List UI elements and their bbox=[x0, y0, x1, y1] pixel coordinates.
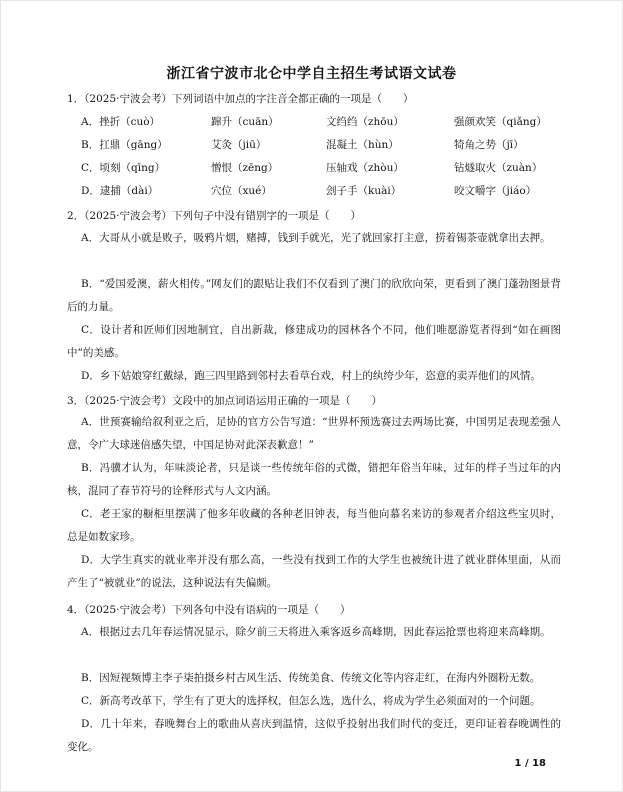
q2-option-d: D．乡下姑娘穿红戴绿，跑三四里路到邻村去看草台戏，村上的纨绔少年，恣意的卖弄他们的风情。 bbox=[81, 370, 541, 382]
q4-option-c: C．新高考改革下，学生有了更大的选择权，但怎么选，选什么，将成为学生必须面对的一个问题。 bbox=[81, 695, 541, 707]
q2-option-c: C．设计者和匠师们因地制宜，自出新裁，修建成功的园林各个不同，他们唯愿游览者得到“如在画图中”的美感。 bbox=[67, 324, 561, 359]
q2-option-a: A．大哥从小就是败子，吸鸦片烟，赌搏，钱到手就光，光了就回家打主意，捞着锡茶壶就拿出去押。 bbox=[81, 232, 551, 244]
q1-option-a-word-3: 文绉绉（zhōu） bbox=[326, 116, 404, 128]
page-number: 1 / 18 bbox=[514, 758, 546, 769]
question-1-stem: 1．（2025·宁波会考）下列词语中加点的字注音全都正确的一项是（ ） bbox=[67, 93, 414, 105]
q3-option-c: C．老王家的橱柜里摆满了他多年收藏的各种老旧钟表，每当他向慕名来访的参观者介绍这些宝贝时，总是如数家珍。 bbox=[67, 508, 561, 543]
q1-option-a-word-1: A．挫折（cuò） bbox=[81, 116, 161, 128]
q1-option-c-word-4: 钻燧取火（zuàn） bbox=[454, 162, 543, 174]
q1-option-d-word-3: 刽子手（kuài） bbox=[326, 185, 402, 197]
q4-option-b: B．因短视频博主李子柒拍摄乡村古风生活、传统美食、传统文化等内容走红，在海内外圈粉无数。 bbox=[81, 672, 541, 684]
q1-option-d-word-1: D．逮捕（dài） bbox=[81, 185, 159, 197]
q4-option-a: A．根据过去几年春运情况显示，除夕前三天将进入乘客返乡高峰期，因此春运抢票也将迎来高峰期。 bbox=[81, 626, 551, 638]
question-4-stem: 4．（2025·宁波会考）下列各句中没有语病的一项是（ ） bbox=[67, 604, 351, 616]
q1-option-c-word-3: 压轴戏（zhòu） bbox=[326, 162, 404, 174]
q1-option-d-word-2: 穴位（xué） bbox=[211, 185, 272, 197]
q1-option-b-word-4: 犄角之势（jī） bbox=[454, 139, 524, 151]
page-title: 浙江省宁波市北仑中学自主招生考试语文试卷 bbox=[166, 66, 457, 82]
q2-option-b: B．“爱国爱澳，薪火相传。”网友们的跟贴让我们不仅看到了澳门的欣欣向荣，更看到了澳门蓬勃图景背后的力量。 bbox=[67, 278, 561, 313]
question-3-stem: 3．（2025·宁波会考）文段中的加点词语运用正确的一项是（ ） bbox=[67, 395, 382, 407]
q1-option-a-word-4: 强颜欢笑（qiǎng） bbox=[454, 116, 547, 128]
q1-option-c-word-1: C．顷刻（qīng） bbox=[81, 162, 166, 174]
q1-option-a-word-2: 蹿升（cuān） bbox=[211, 116, 279, 128]
q1-option-b-word-1: B．扛鼎（gāng） bbox=[81, 139, 168, 151]
q3-option-d: D．大学生真实的就业率并没有那么高，一些没有找到工作的大学生也被统计进了就业群体里面，从而产生了“被就业”的说法，这种说法有失偏颇。 bbox=[67, 554, 561, 589]
q1-option-d-word-4: 咬文嚼字（jiáo） bbox=[454, 185, 537, 197]
question-2-stem: 2．（2025·宁波会考）下列句子中没有错别字的一项是（ ） bbox=[67, 210, 361, 222]
q1-option-b-word-3: 混凝土（hùn） bbox=[326, 139, 399, 151]
q3-option-a: A．世预赛输给叙利亚之后，足协的官方公告写道：“世界杯预选赛过去两场比赛，中国男足表现差强人意，令广大球迷倍感失望，中国足协对此深表歉意！” bbox=[67, 416, 561, 451]
q1-option-b-word-2: 艾灸（jiū） bbox=[211, 139, 267, 151]
q4-option-d: D．几十年来，春晚舞台上的歌曲从喜庆到温情，这似乎投射出我们时代的变迁，更印证着春晚调性的变化。 bbox=[67, 718, 561, 753]
q1-option-c-word-2: 憎恨（zēng） bbox=[211, 162, 279, 174]
q3-option-b: B．冯骥才认为，年味淡论者，只是谈一些传统年俗的式微，错把年俗当年味，过年的样子当过年的内核，混同了春节符号的诠释形式与人文内涵。 bbox=[67, 462, 561, 497]
